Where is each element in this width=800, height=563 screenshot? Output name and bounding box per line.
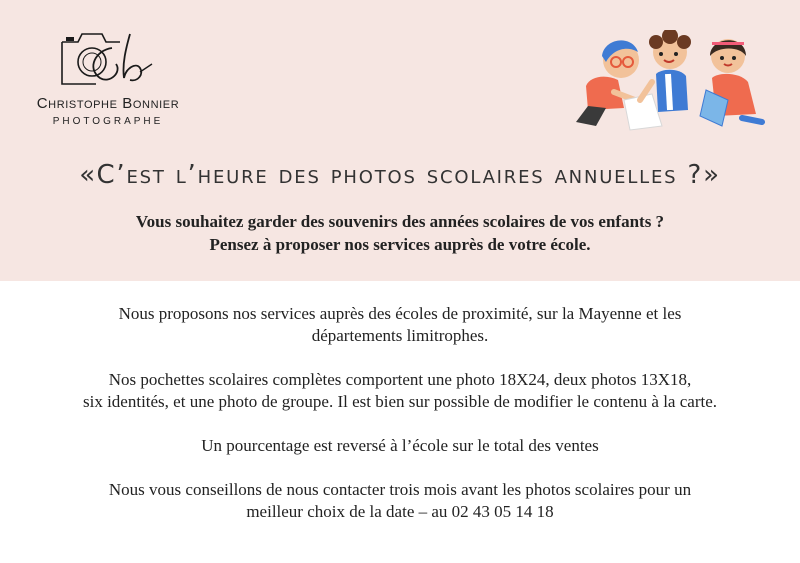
- paragraph-line: Nous proposons nos services auprès des écoles de proximité, sur la Mayenne et les: [118, 304, 682, 323]
- body-content: [0, 303, 800, 545]
- children-reading-icon: [566, 30, 766, 134]
- paragraph-line: départements limitrophes.: [311, 326, 489, 345]
- paragraph-contact: [0, 479, 800, 523]
- brand-name: Christophe Bonnier: [36, 95, 180, 112]
- paragraph-pochettes: [0, 369, 800, 413]
- intro-text: [0, 210, 800, 256]
- logo-initials: Cb: [56, 28, 58, 29]
- camera-logo-icon: [56, 28, 160, 90]
- paragraph-line: meilleur choix de la date – au 02 43 05 14 18: [246, 502, 554, 521]
- brand-subtitle: PHOTOGRAPHE: [52, 116, 164, 127]
- header-banner: [0, 0, 800, 281]
- paragraph-line: Nous vous conseillons de nous contacter trois mois avant les photos scolaires pour un: [108, 480, 692, 499]
- paragraph-line: six identités, et une photo de groupe. Il est bien sur possible de modifier le contenu à la carte.: [82, 392, 717, 411]
- intro-line: Vous souhaitez garder des souvenirs des années scolaires de vos enfants ?: [135, 212, 665, 231]
- paragraph-pourcentage: [0, 435, 800, 457]
- intro-line: Pensez à proposer nos services auprès de votre école.: [209, 235, 591, 254]
- paragraph-services: [0, 303, 800, 347]
- page-headline: «C’est l’heure des photos scolaires annuelles ?»: [79, 160, 721, 190]
- paragraph-line: Nos pochettes scolaires complètes comportent une photo 18X24, deux photos 13X18,: [108, 370, 692, 389]
- paragraph-line: Un pourcentage est reversé à l’école sur le total des ventes: [201, 436, 599, 455]
- brand-logo: [28, 28, 188, 128]
